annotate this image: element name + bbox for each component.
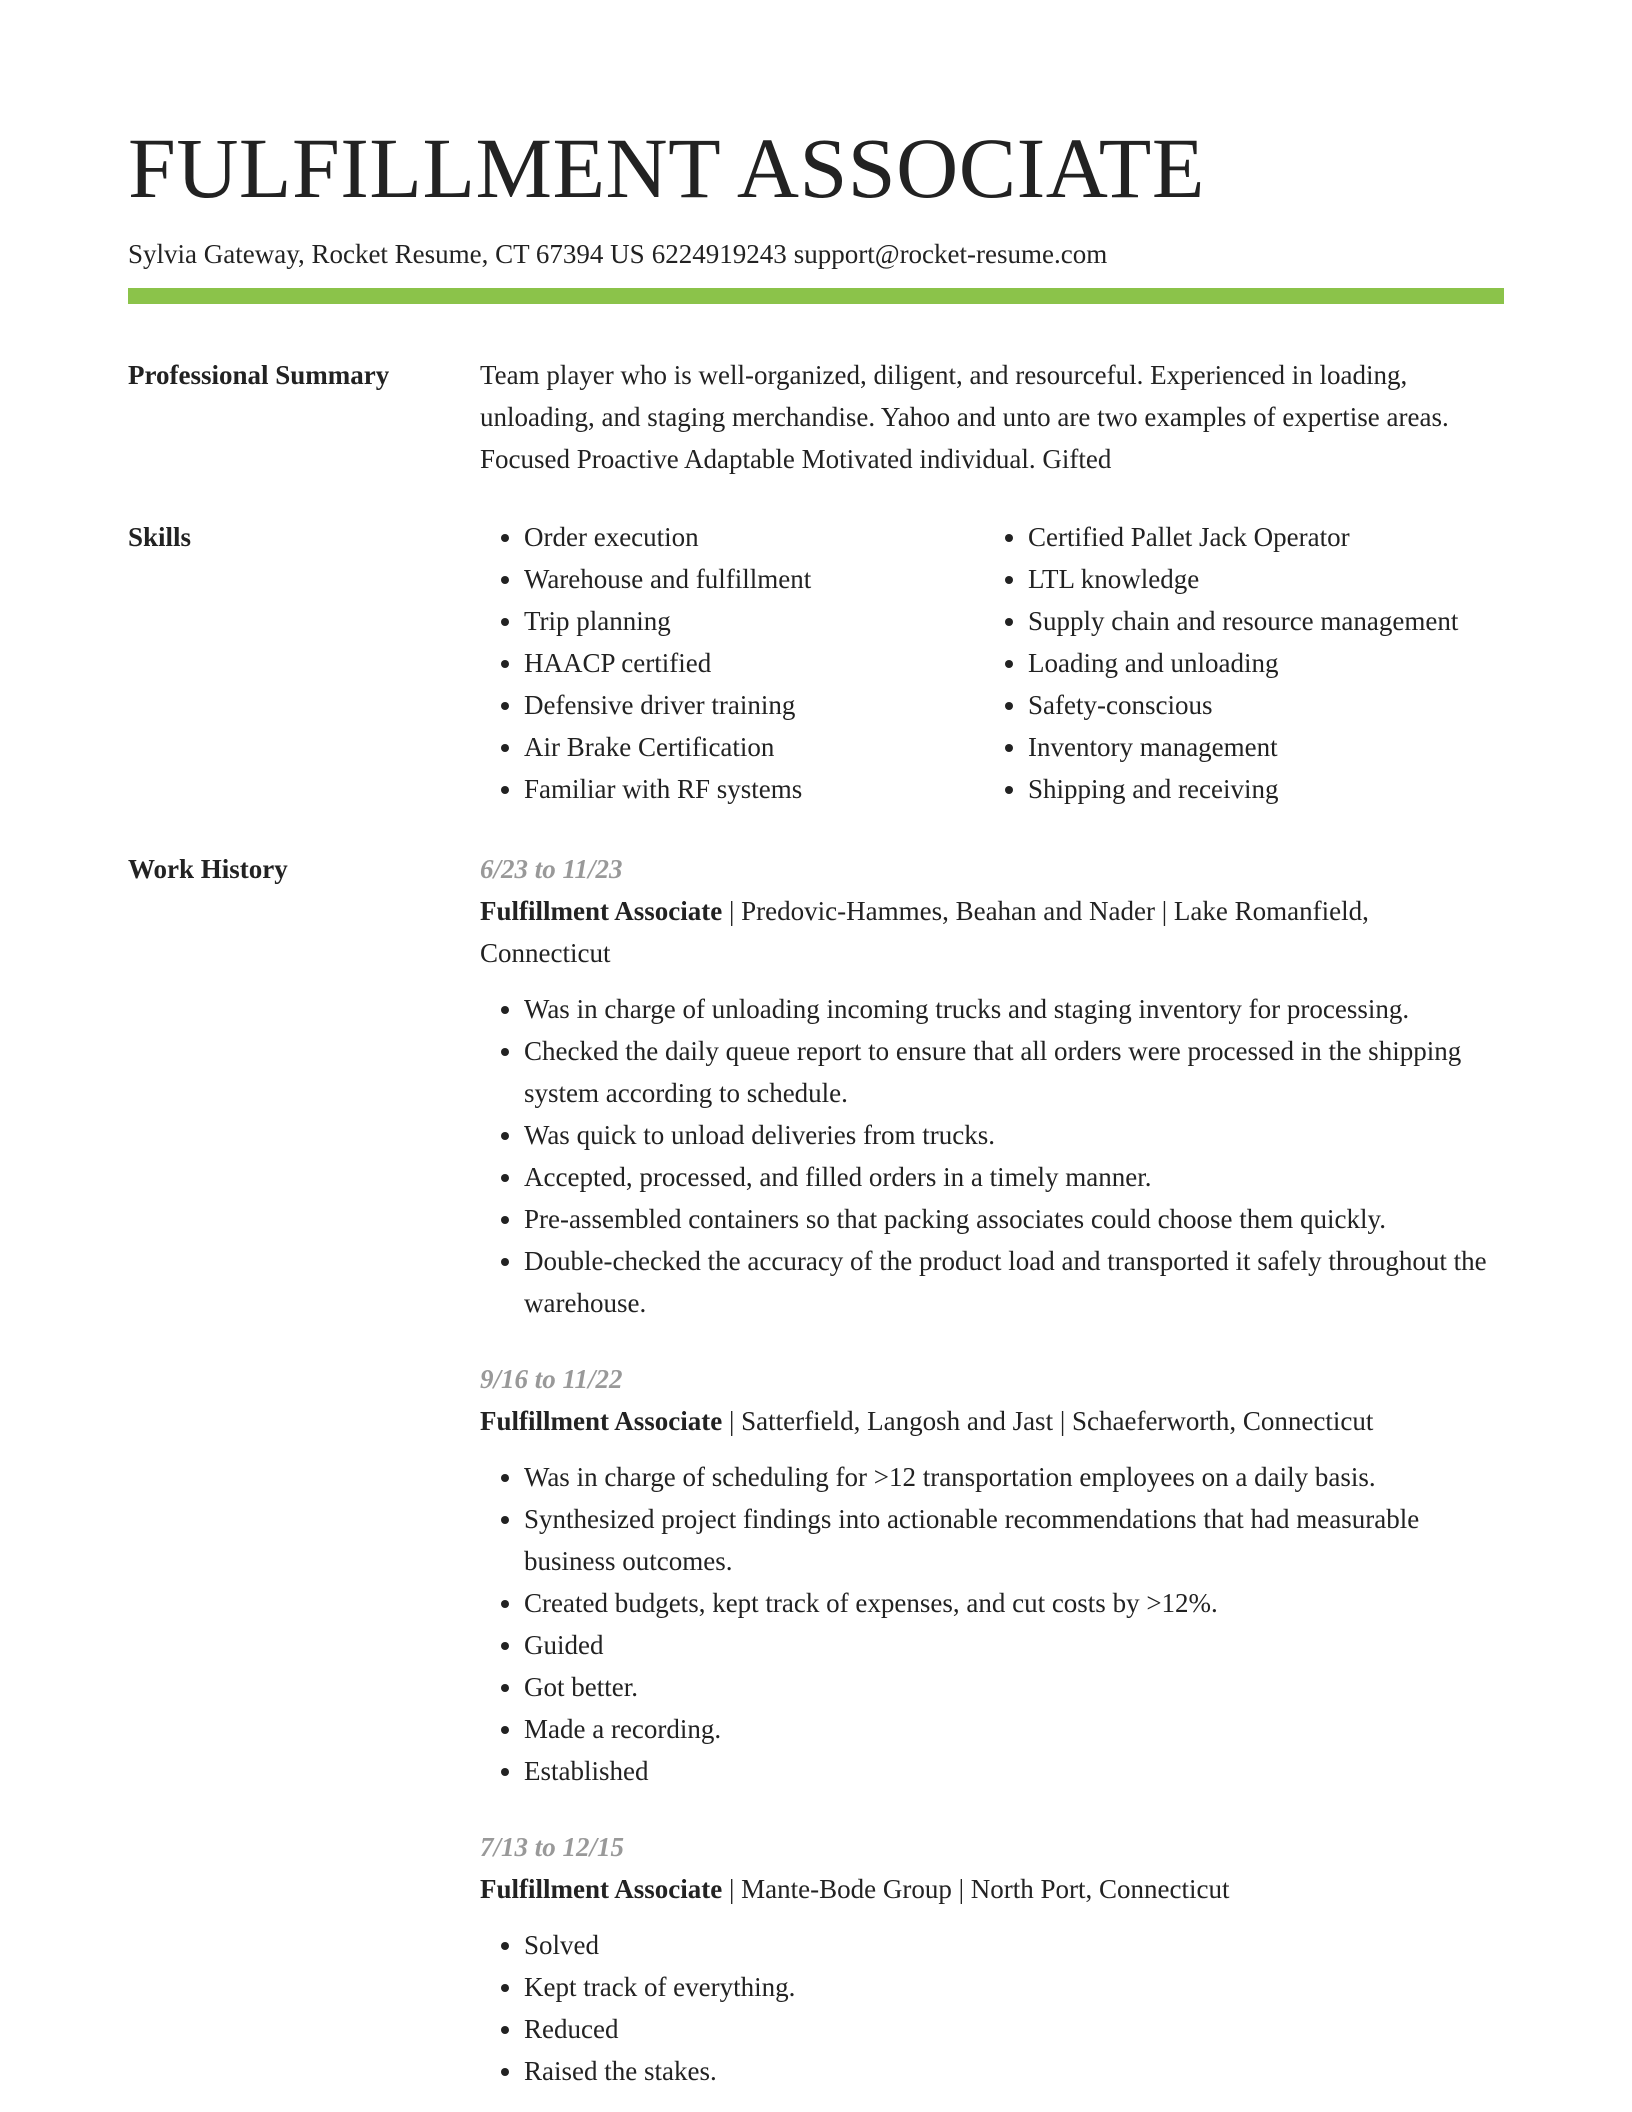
contact-line	[128, 236, 1504, 272]
job-dates: 9/16 to 11/22	[480, 1364, 623, 1394]
job-title: Fulfillment Associate	[480, 1406, 723, 1436]
skill-item: • LTL knowledge	[1028, 558, 1504, 600]
job-company: Predovic-Hammes, Beahan and Nader	[741, 896, 1155, 926]
contact-address: Sylvia Gateway, Rocket Resume, CT 67394 US	[128, 239, 645, 269]
job-location: North Port, Connecticut	[970, 1874, 1230, 1904]
skill-item: • Shipping and receiving	[1028, 768, 1504, 810]
job-bullet: • Double-checked the accuracy of the product load and transported it safely throughout the warehouse.	[524, 1240, 1504, 1324]
skill-item: • Certified Pallet Jack Operator	[1028, 516, 1504, 558]
contact-phone: 6224919243	[651, 239, 787, 269]
job-bullet: • Raised the stakes.	[524, 2050, 1504, 2092]
job-bullet: • Guided	[524, 1624, 1504, 1666]
skills-section	[128, 516, 1504, 810]
skill-item: • Inventory management	[1028, 726, 1504, 768]
job-bullets	[480, 1924, 1504, 2092]
job-heading: Fulfillment Associate | Mante-Bode Group | North Port, Connecticut	[480, 1874, 1230, 1904]
job-dates: 7/13 to 12/15	[480, 1832, 625, 1862]
summary-section	[128, 354, 1504, 480]
job-bullet: • Was quick to unload deliveries from trucks.	[524, 1114, 1504, 1156]
job-bullet: • Solved	[524, 1924, 1504, 1966]
skills-columns	[480, 516, 1504, 810]
job-company: Mante-Bode Group	[741, 1874, 952, 1904]
job-entry	[480, 1826, 1504, 2092]
skill-item: • HAACP certified	[524, 642, 984, 684]
work-history-body	[480, 848, 1504, 2092]
summary-text: Team player who is well-organized, diligent, and resourceful. Experienced in loading, unloading, and staging merchandise. Yahoo and unto are two examples of expertise areas. Focused Proactive Adaptable Motivated individual. Gifted	[480, 360, 1449, 474]
summary-heading: Professional Summary	[128, 360, 390, 390]
header-divider	[128, 288, 1504, 304]
skill-item: • Air Brake Certification	[524, 726, 984, 768]
job-title: Fulfillment Associate	[480, 1874, 723, 1904]
job-bullet: • Got better.	[524, 1666, 1504, 1708]
job-location: Schaeferworth, Connecticut	[1071, 1406, 1374, 1436]
skills-list-left	[480, 516, 984, 810]
job-bullet: • Established	[524, 1750, 1504, 1792]
job-dates: 6/23 to 11/23	[480, 854, 623, 884]
job-bullet: • Kept track of everything.	[524, 1966, 1504, 2008]
skill-item: • Safety-conscious	[1028, 684, 1504, 726]
job-bullet: • Accepted, processed, and filled orders in a timely manner.	[524, 1156, 1504, 1198]
resume-name: FULFILLMENT ASSOCIATE	[128, 120, 1205, 216]
job-company: Satterfield, Langosh and Jast	[741, 1406, 1054, 1436]
resume-page	[128, 118, 1504, 2092]
work-history-heading: Work History	[128, 854, 288, 884]
job-bullet: • Was in charge of unloading incoming trucks and staging inventory for processing.	[524, 988, 1504, 1030]
work-history-section	[128, 848, 1504, 2092]
skills-heading: Skills	[128, 522, 192, 552]
skill-item: • Supply chain and resource management	[1028, 600, 1504, 642]
skill-item: • Order execution	[524, 516, 984, 558]
job-bullet: • Made a recording.	[524, 1708, 1504, 1750]
job-bullets	[480, 1456, 1504, 1792]
job-bullet: • Synthesized project findings into actionable recommendations that had measurable business outcomes.	[524, 1498, 1504, 1582]
contact-email: support@rocket-resume.com	[793, 239, 1108, 269]
job-bullets	[480, 988, 1504, 1324]
job-bullet: • Pre-assembled containers so that packing associates could choose them quickly.	[524, 1198, 1504, 1240]
job-heading: Fulfillment Associate | Predovic-Hammes, Beahan and Nader | Lake Romanfield, Connecticut	[480, 896, 1369, 968]
job-heading: Fulfillment Associate | Satterfield, Langosh and Jast | Schaeferworth, Connecticut	[480, 1406, 1374, 1436]
job-bullet: • Was in charge of scheduling for >12 transportation employees on a daily basis.	[524, 1456, 1504, 1498]
skill-item: • Familiar with RF systems	[524, 768, 984, 810]
job-bullet: • Created budgets, kept track of expenses, and cut costs by >12%.	[524, 1582, 1504, 1624]
job-bullet: • Reduced	[524, 2008, 1504, 2050]
job-location: Lake Romanfield, Connecticut	[480, 896, 1369, 968]
job-entry	[480, 848, 1504, 1324]
job-entry	[480, 1358, 1504, 1792]
job-title: Fulfillment Associate	[480, 896, 723, 926]
skills-list-right	[984, 516, 1504, 810]
skill-item: • Trip planning	[524, 600, 984, 642]
skill-item: • Defensive driver training	[524, 684, 984, 726]
skill-item: • Warehouse and fulfillment	[524, 558, 984, 600]
job-bullet: • Checked the daily queue report to ensure that all orders were processed in the shipping system according to schedule.	[524, 1030, 1504, 1114]
skill-item: • Loading and unloading	[1028, 642, 1504, 684]
